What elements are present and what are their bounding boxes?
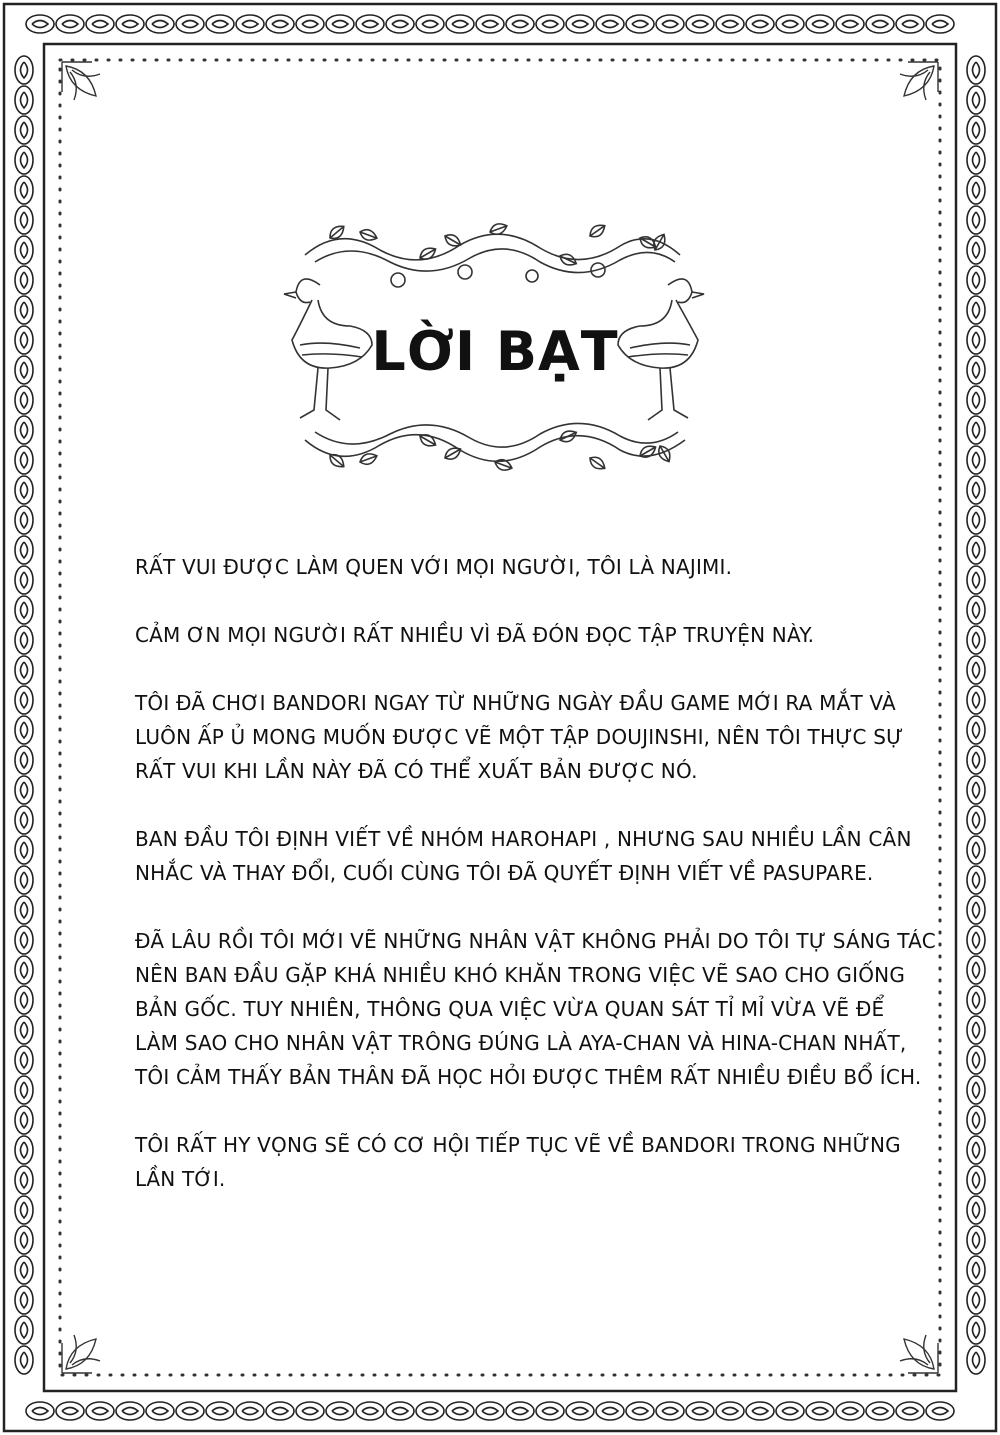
text-line: RẤT VUI KHI LẦN NÀY ĐÃ CÓ THỂ XUẤT BẢN ĐƯỢC NÓ.	[135, 759, 698, 783]
paragraph	[135, 1128, 901, 1196]
paragraph	[135, 550, 875, 584]
text-line: TÔI RẤT HY VỌNG SẼ CÓ CƠ HỘI TIẾP TỤC VẼ VỀ BANDORI TRONG NHỮNG	[135, 1133, 901, 1157]
paragraph	[135, 686, 904, 788]
text-line: TÔI ĐÃ CHƠI BANDORI NGAY TỪ NHỮNG NGÀY ĐẦU GAME MỚI RA MẮT VÀ	[135, 691, 896, 715]
paragraph	[135, 822, 912, 890]
text-line: RẤT VUI ĐƯỢC LÀM QUEN VỚI MỌI NGƯỜI, TÔI LÀ NAJIMI.	[135, 555, 733, 579]
text-line: TÔI CẢM THẤY BẢN THÂN ĐÃ HỌC HỎI ĐƯỢC THÊM RẤT NHIỀU ĐIỀU BỔ ÍCH.	[135, 1065, 922, 1089]
text-line: LÀM SAO CHO NHÂN VẬT TRÔNG ĐÚNG LÀ AYA-CHAN VÀ HINA-CHAN NHẤT,	[135, 1031, 907, 1055]
afterword-body	[135, 550, 936, 1230]
text-line: BẢN GỐC. TUY NHIÊN, THÔNG QUA VIỆC VỪA QUAN SÁT TỈ MỈ VỪA VẼ ĐỂ	[135, 997, 885, 1021]
paragraph	[135, 618, 875, 652]
page-title: LỜI BẠT	[371, 320, 619, 383]
text-line: ĐÃ LÂU RỒI TÔI MỚI VẼ NHỮNG NHÂN VẬT KHÔNG PHẢI DO TÔI TỰ SÁNG TÁC	[135, 929, 936, 953]
text-line: NÊN BAN ĐẦU GẶP KHÁ NHIỀU KHÓ KHĂN TRONG VIỆC VẼ SAO CHO GIỐNG	[135, 963, 906, 987]
text-line: CẢM ƠN MỌI NGƯỜI RẤT NHIỀU VÌ ĐÃ ĐÓN ĐỌC TẬP TRUYỆN NÀY.	[135, 623, 815, 647]
text-line: LẦN TỚI.	[135, 1167, 226, 1191]
text-line: NHẮC VÀ THAY ĐỔI, CUỐI CÙNG TÔI ĐÃ QUYẾT ĐỊNH VIẾT VỀ PASUPARE.	[135, 861, 874, 885]
text-line: LUÔN ẤP Ủ MONG MUỐN ĐƯỢC VẼ MỘT TẬP DOUJINSHI, NÊN TÔI THỰC SỰ	[135, 725, 904, 749]
text-line: BAN ĐẦU TÔI ĐỊNH VIẾT VỀ NHÓM HAROHAPI , NHƯNG SAU NHIỀU LẦN CÂN	[135, 827, 912, 851]
paragraph	[135, 924, 936, 1094]
